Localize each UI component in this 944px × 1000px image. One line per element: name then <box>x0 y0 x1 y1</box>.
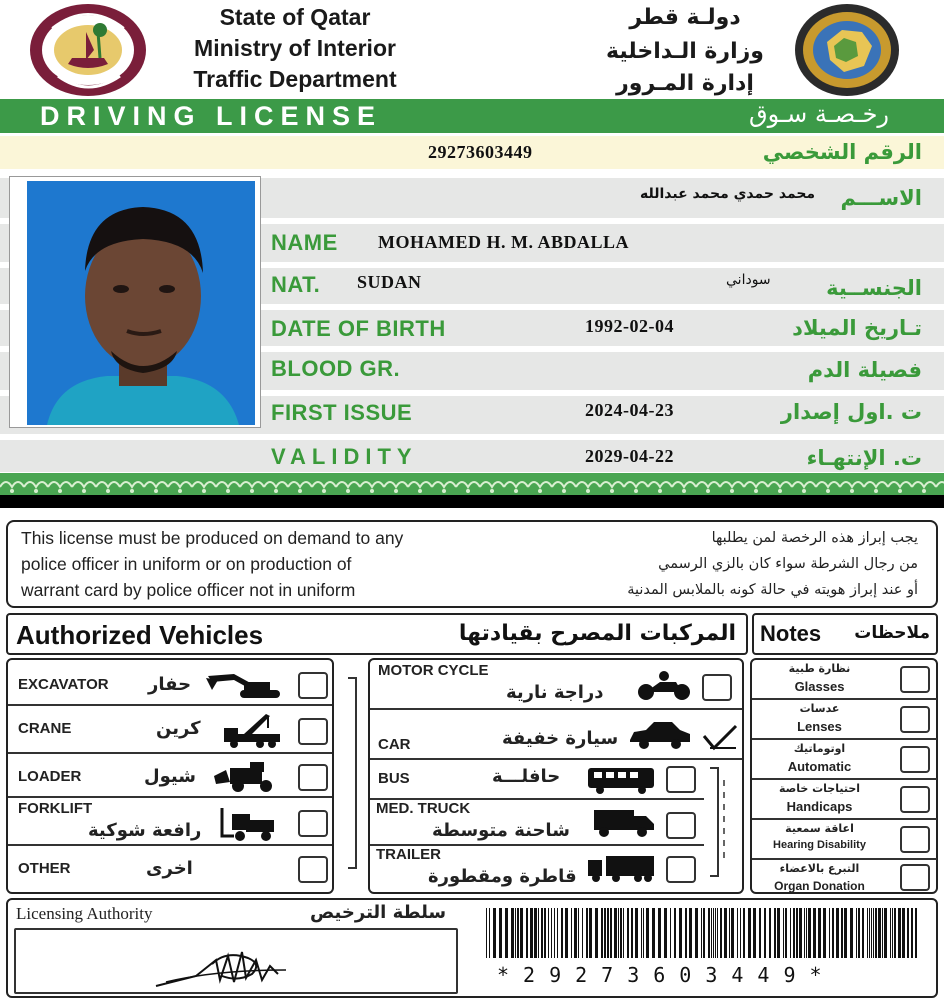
barcode-bar <box>785 908 787 958</box>
note-label-ar: اعاقة سمعية <box>785 822 854 835</box>
note-label-ar: نظارة طبية <box>788 662 851 675</box>
barcode-bar <box>829 908 830 958</box>
decorative-border <box>0 473 944 495</box>
barcode-bar <box>715 908 716 958</box>
barcode-bar <box>894 908 896 958</box>
checkbox-forklift[interactable] <box>298 810 328 837</box>
barcode-bar <box>873 908 874 958</box>
vehicle-row-crane <box>8 706 332 754</box>
barcode-bar <box>774 908 776 958</box>
barcode-bar <box>720 908 722 958</box>
barcode-bar <box>641 908 642 958</box>
barcode-bar <box>713 908 714 958</box>
first-issue-ar-label: ت .اول إصدار <box>780 400 922 424</box>
barcode-bar <box>759 908 761 958</box>
barcode-bar <box>515 908 516 958</box>
barcode-bar <box>703 908 705 958</box>
conditions-en-line-3: warrant card by police officer not in uniform <box>21 580 356 600</box>
holder-photo-frame <box>9 176 261 428</box>
barcode-bar <box>517 908 519 958</box>
note-glasses <box>752 660 937 700</box>
vehicle-row-other <box>8 846 332 892</box>
barcode-bar <box>764 908 766 958</box>
barcode-bar <box>664 908 667 958</box>
barcode-bar <box>875 908 877 958</box>
authorized-vehicles-heading <box>6 613 748 655</box>
barcode-bar <box>530 908 533 958</box>
barcode-bar <box>793 908 795 958</box>
barcode-bar <box>493 908 496 958</box>
conditions-box <box>6 520 938 608</box>
barcode-bar <box>871 908 872 958</box>
license-back <box>0 508 944 1000</box>
checkbox-hearing-disability[interactable] <box>900 826 930 853</box>
vehicle-label-ar: قاطرة ومقطورة <box>428 866 577 887</box>
barcode-bar <box>804 908 805 958</box>
note-label: Lenses <box>797 719 842 734</box>
barcode-bar <box>618 908 619 958</box>
vehicle-row-bus <box>370 760 704 800</box>
checkbox-crane[interactable] <box>298 718 328 745</box>
excavator-icon <box>204 670 282 700</box>
barcode-bar <box>869 908 870 958</box>
motorcycle-icon <box>636 670 692 702</box>
holder-photo <box>27 181 255 425</box>
dob-value: 1992-02-04 <box>585 316 674 336</box>
license-front <box>0 0 944 495</box>
checkbox-trailer[interactable] <box>666 856 696 883</box>
barcode-number: *29273603449* <box>497 963 836 987</box>
vehicle-label-ar: شاحنة متوسطة <box>432 820 570 841</box>
conditions-ar-line-3: أو عند إبراز هويته في حالة كونه بالملابس المدنية <box>627 582 918 598</box>
vehicle-label-ar: شيول <box>144 766 196 787</box>
vehicle-label-ar: رافعة شوكية <box>88 820 202 841</box>
note-label-ar: عدسات <box>799 702 840 715</box>
barcode <box>484 908 920 958</box>
barcode-bar <box>674 908 676 958</box>
loader-icon <box>212 760 284 794</box>
barcode-bar <box>601 908 603 958</box>
barcode-bar <box>844 908 847 958</box>
ministry-of-interior-emblem-icon <box>28 2 148 98</box>
name-ar-value: محمد حمدي محمد عبدالله <box>640 186 816 202</box>
header-ar-line-3: إدارة المـرور <box>616 71 754 96</box>
vehicle-row-motorcycle <box>370 660 742 710</box>
barcode-bar <box>729 908 730 958</box>
conditions-ar-line-1: يجب إبراز هذه الرخصة لمن يطلبها <box>711 530 918 546</box>
barcode-bar <box>731 908 734 958</box>
barcode-bar <box>670 908 671 958</box>
row-bg <box>0 440 944 472</box>
barcode-bar <box>753 908 756 958</box>
blood-group-label: BLOOD GR. <box>271 356 401 381</box>
header-line-3: Traffic Department <box>193 66 397 92</box>
checkbox-glasses[interactable] <box>900 666 930 693</box>
barcode-bar <box>489 908 490 958</box>
vehicle-label-ar: سيارة خفيفة <box>502 728 619 749</box>
header-ar-line-1: دولـة قطر <box>629 5 741 30</box>
checkbox-loader[interactable] <box>298 764 328 791</box>
barcode-bar <box>695 908 698 958</box>
barcode-bar <box>701 908 702 958</box>
barcode-bar <box>823 908 826 958</box>
vehicle-label: EXCAVATOR <box>18 676 109 693</box>
barcode-bar <box>620 908 622 958</box>
note-label: Handicaps <box>786 799 853 814</box>
document-title-ar: رخـصـة سـوق <box>749 100 889 128</box>
name-value: MOHAMED H. M. ABDALLA <box>378 232 629 252</box>
checkbox-handicaps[interactable] <box>900 786 930 813</box>
barcode-bar <box>631 908 633 958</box>
checkmark-icon <box>702 722 738 752</box>
barcode-bar <box>679 908 682 958</box>
authorized-vehicles-ar: المركبات المصرح بقيادتها <box>458 621 736 646</box>
checkbox-lenses[interactable] <box>900 706 930 733</box>
notes-ar: ملاحظات <box>854 623 930 643</box>
barcode-bar <box>526 908 528 958</box>
checkbox-car[interactable] <box>702 722 732 749</box>
barcode-bar <box>551 908 552 958</box>
barcode-bar <box>627 908 629 958</box>
first-issue-label: FIRST ISSUE <box>271 400 413 425</box>
note-label: Hearing Disability <box>773 839 866 851</box>
barcode-bar <box>783 908 784 958</box>
barcode-bar <box>604 908 606 958</box>
barcode-bar <box>841 908 843 958</box>
checkbox-bus[interactable] <box>666 766 696 793</box>
barcode-bar <box>578 908 579 958</box>
barcode-bar <box>856 908 857 958</box>
barcode-bar <box>769 908 771 958</box>
vehicle-label-ar: حفار <box>148 674 192 695</box>
vehicle-label: MOTOR CYCLE <box>378 662 489 679</box>
barcode-bar <box>907 908 909 958</box>
barcode-bar <box>586 908 588 958</box>
barcode-bar <box>862 908 864 958</box>
barcode-bar <box>902 908 905 958</box>
barcode-bar <box>911 908 913 958</box>
licensing-authority-label: Licensing Authority <box>16 904 153 923</box>
barcode-bar <box>898 908 901 958</box>
barcode-bar <box>737 908 738 958</box>
note-label-ar: التبرع بالاعضاء <box>779 862 860 875</box>
signature-icon <box>16 930 456 992</box>
checkbox-automatic[interactable] <box>900 746 930 773</box>
vehicle-row-med-truck <box>370 800 704 846</box>
vehicle-label: MED. TRUCK <box>376 800 471 817</box>
trailer-icon <box>586 854 658 884</box>
personal-id-label-ar: الرقم الشخصي <box>762 140 922 164</box>
barcode-bar <box>915 908 917 958</box>
checkbox-organ-donation[interactable] <box>900 864 930 891</box>
note-label: Glasses <box>794 679 845 694</box>
note-label-ar: احتياجات خاصة <box>778 782 861 795</box>
barcode-bar <box>740 908 741 958</box>
barcode-bar <box>486 908 487 958</box>
barcode-bar <box>548 908 549 958</box>
bracket-icon <box>338 658 366 894</box>
barcode-bar <box>614 908 617 958</box>
barcode-bar <box>511 908 514 958</box>
note-hearing-disability <box>752 820 937 860</box>
barcode-bar <box>867 908 868 958</box>
barcode-bar <box>623 908 624 958</box>
barcode-bar <box>850 908 853 958</box>
barcode-bar <box>635 908 638 958</box>
barcode-bar <box>541 908 543 958</box>
note-label: Organ Donation <box>774 879 865 893</box>
barcode-bar <box>505 908 508 958</box>
personal-id-value: 29273603449 <box>428 142 533 162</box>
vehicle-label-ar: اخرى <box>146 858 193 879</box>
barcode-bar <box>685 908 687 958</box>
barcode-bar <box>799 908 802 958</box>
vehicle-label-ar: حافلـــة <box>492 766 561 787</box>
barcode-bar <box>743 908 745 958</box>
document-title: DRIVING LICENSE <box>40 101 383 131</box>
person-portrait-icon <box>27 181 255 425</box>
barcode-bar <box>878 908 881 958</box>
vehicle-label: TRAILER <box>376 846 441 863</box>
vehicle-label: LOADER <box>18 768 82 785</box>
pattern-decoration-icon <box>0 473 944 495</box>
vehicle-label: OTHER <box>18 860 71 877</box>
barcode-bar <box>858 908 860 958</box>
vehicle-label: FORKLIFT <box>18 800 93 817</box>
nationality-ar-label: الجنســية <box>826 276 922 300</box>
authorized-vehicles-en: Authorized Vehicles <box>16 620 264 650</box>
nationality-label: NAT. <box>271 272 321 297</box>
barcode-bar <box>890 908 891 958</box>
barcode-bar <box>643 908 644 958</box>
barcode-bar <box>571 908 572 958</box>
barcode-bar <box>790 908 791 958</box>
dob-ar-label: تـاريخ الميلاد <box>792 316 922 340</box>
barcode-bar <box>544 908 546 958</box>
barcode-bar <box>607 908 609 958</box>
bracket-icon <box>704 760 732 884</box>
note-label-ar: اوتوماتيك <box>793 742 846 755</box>
notes-en: Notes <box>760 621 822 646</box>
vehicle-row-forklift <box>8 798 332 846</box>
header-line-2: Ministry of Interior <box>194 35 396 61</box>
checkbox-med-truck[interactable] <box>666 812 696 839</box>
card-separator <box>0 495 944 508</box>
validity-value: 2029-04-22 <box>585 446 674 466</box>
barcode-bar <box>534 908 537 958</box>
barcode-bar <box>561 908 563 958</box>
conditions-ar-line-2: من رجال الشرطة سواء كان بالزي الرسمي <box>658 556 918 572</box>
forklift-icon <box>216 806 284 842</box>
header-ar-line-2: وزارة الـداخلية <box>606 39 764 64</box>
note-handicaps <box>752 780 937 820</box>
vehicle-label: CRANE <box>18 720 72 737</box>
barcode-bar <box>565 908 568 958</box>
barcode-bar <box>610 908 612 958</box>
barcode-bar <box>652 908 655 958</box>
nationality-ar-value: سوداني <box>726 272 771 288</box>
name-label: NAME <box>271 230 338 255</box>
blood-group-ar-label: فصيلة الدم <box>807 358 922 382</box>
vehicle-row-excavator <box>8 660 332 706</box>
header-line-1: State of Qatar <box>219 4 371 30</box>
vehicle-label: BUS <box>378 770 410 787</box>
gcc-emblem-icon <box>792 2 902 98</box>
vehicle-label-ar: دراجة نارية <box>506 682 604 703</box>
barcode-bar <box>717 908 718 958</box>
notes-heading <box>752 613 938 655</box>
barcode-bar <box>777 908 780 958</box>
barcode-bar <box>554 908 555 958</box>
barcode-bar <box>520 908 523 958</box>
barcode-bar <box>724 908 727 958</box>
barcode-bar <box>711 908 712 958</box>
barcode-bar <box>808 908 811 958</box>
first-issue-value: 2024-04-23 <box>585 400 674 420</box>
checkbox-other[interactable] <box>298 856 328 883</box>
validity-label: VALIDITY <box>271 444 418 469</box>
checkbox-motorcycle[interactable] <box>702 674 732 701</box>
barcode-bar <box>806 908 807 958</box>
truck-icon <box>592 808 656 838</box>
barcode-bar <box>832 908 834 958</box>
dob-label: DATE OF BIRTH <box>271 316 446 341</box>
barcode-bar <box>813 908 816 958</box>
vehicle-label-ar: كرين <box>156 718 201 739</box>
vehicle-row-loader <box>8 754 332 798</box>
note-organ-donation <box>752 860 937 900</box>
validity-ar-label: ت. الإنتهـاء <box>806 446 922 470</box>
barcode-bar <box>892 908 893 958</box>
nationality-value: SUDAN <box>357 272 422 292</box>
vehicle-row-car <box>370 710 742 760</box>
car-icon <box>628 720 692 750</box>
barcode-bar <box>538 908 539 958</box>
crane-truck-icon <box>220 712 284 750</box>
note-automatic <box>752 740 937 780</box>
barcode-bar <box>689 908 692 958</box>
barcode-bar <box>499 908 502 958</box>
barcode-bar <box>582 908 583 958</box>
barcode-bar <box>882 908 883 958</box>
barcode-bar <box>646 908 649 958</box>
barcode-bar <box>658 908 661 958</box>
checkbox-excavator[interactable] <box>298 672 328 699</box>
name-ar-label: الاســـم <box>840 186 922 210</box>
barcode-bar <box>884 908 887 958</box>
barcode-bar <box>708 908 710 958</box>
barcode-bar <box>818 908 821 958</box>
vehicle-row-trailer <box>370 846 704 892</box>
note-lenses <box>752 700 937 740</box>
signature-area <box>14 928 458 994</box>
note-label: Automatic <box>787 759 852 774</box>
licensing-authority-label-ar: سلطة الترخيص <box>310 902 447 923</box>
conditions-en-line-2: police officer in uniform or on production of <box>21 554 352 574</box>
barcode-bar <box>796 908 798 958</box>
barcode-bar <box>589 908 592 958</box>
barcode-bar <box>557 908 558 958</box>
barcode-bar <box>595 908 598 958</box>
barcode-bar <box>836 908 839 958</box>
conditions-en-line-1: This license must be produced on demand to any <box>21 528 404 548</box>
vehicle-label: CAR <box>378 736 411 753</box>
barcode-bar <box>748 908 751 958</box>
barcode-bar <box>574 908 577 958</box>
bus-icon <box>586 766 658 794</box>
